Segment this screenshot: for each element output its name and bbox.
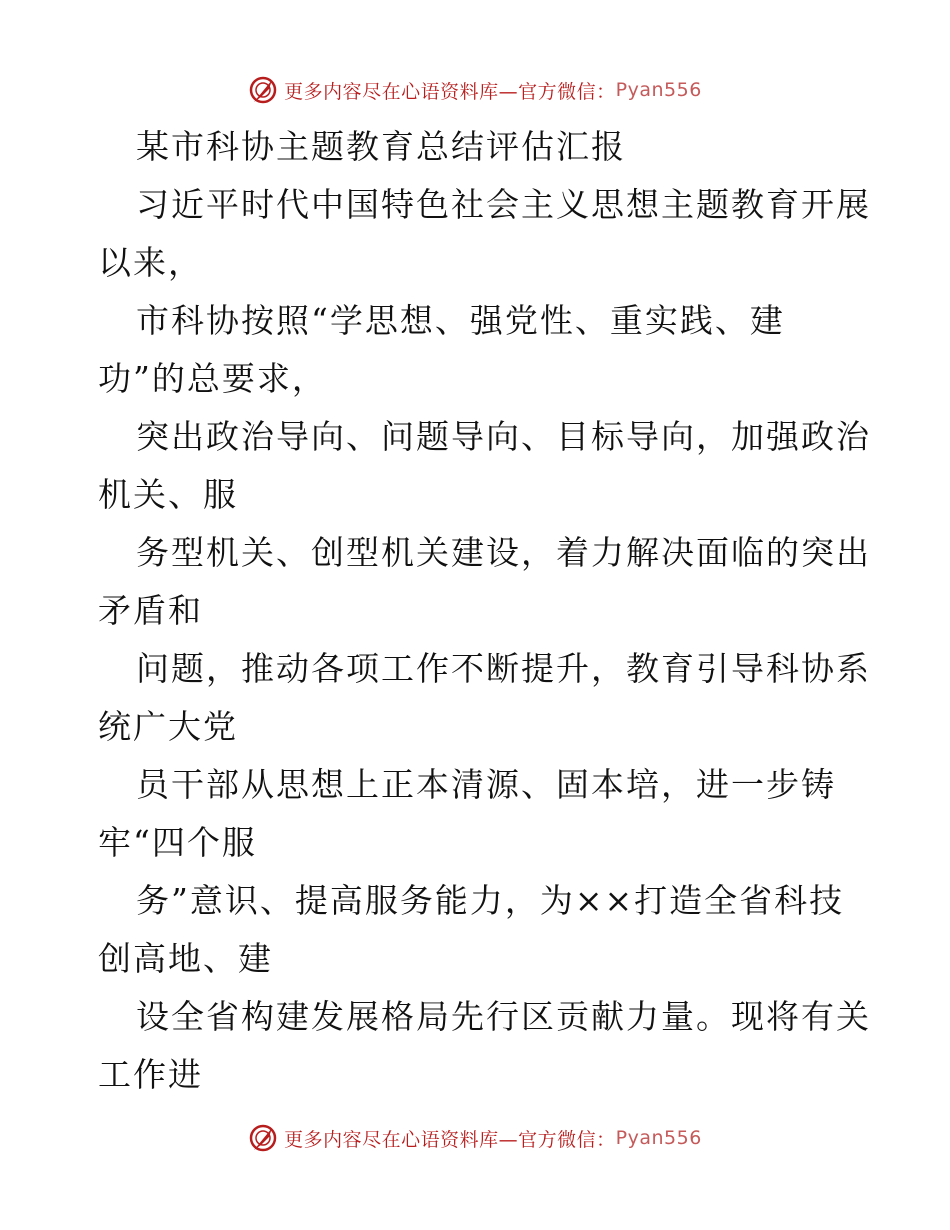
text-line: 习近平时代中国特色社会主义思想主题教育开展 [136, 185, 871, 224]
text-line: 突出政治导向、问题导向、目标导向，加强政治 [136, 417, 871, 456]
text-line: 务型机关、创型机关建设，着力解决面临的突出 [136, 533, 871, 572]
text-line: 设全省构建发展格局先行区贡献力量。现将有关 [136, 997, 871, 1036]
header-banner [0, 72, 950, 108]
text-line: 牢“四个服 [98, 823, 257, 862]
banner-wechat-id: Pyan556 [615, 1127, 702, 1149]
text-line: 矛盾和 [98, 591, 203, 630]
banner-text: 更多内容尽在心语资料库—官方微信： [284, 1128, 616, 1151]
footer-banner [0, 1120, 950, 1156]
text-line: 员干部从思想上正本清源、固本培，进一步铸 [136, 765, 836, 804]
text-line: 市科协按照“学思想、强党性、重实践、建 [136, 301, 785, 340]
document-title: 某市科协主题教育总结评估汇报 [136, 127, 626, 166]
text-line: 问题，推动各项工作不断提升，教育引导科协系 [136, 649, 871, 688]
text-line: 工作进 [98, 1055, 203, 1094]
text-line: 机关、服 [98, 475, 238, 514]
text-line: 创高地、建 [98, 939, 273, 978]
text-line: 务”意识、提高服务能力，为××打造全省科技 [136, 881, 845, 920]
text-line: 以来， [98, 243, 203, 282]
quill-logo-icon [248, 1123, 278, 1153]
text-line: 功”的总要求， [98, 359, 327, 398]
quill-logo-icon [248, 75, 278, 105]
banner-wechat-id: Pyan556 [615, 79, 702, 101]
document-body [98, 118, 871, 1104]
banner-text: 更多内容尽在心语资料库—官方微信： [284, 80, 616, 103]
text-line: 统广大党 [98, 707, 238, 746]
